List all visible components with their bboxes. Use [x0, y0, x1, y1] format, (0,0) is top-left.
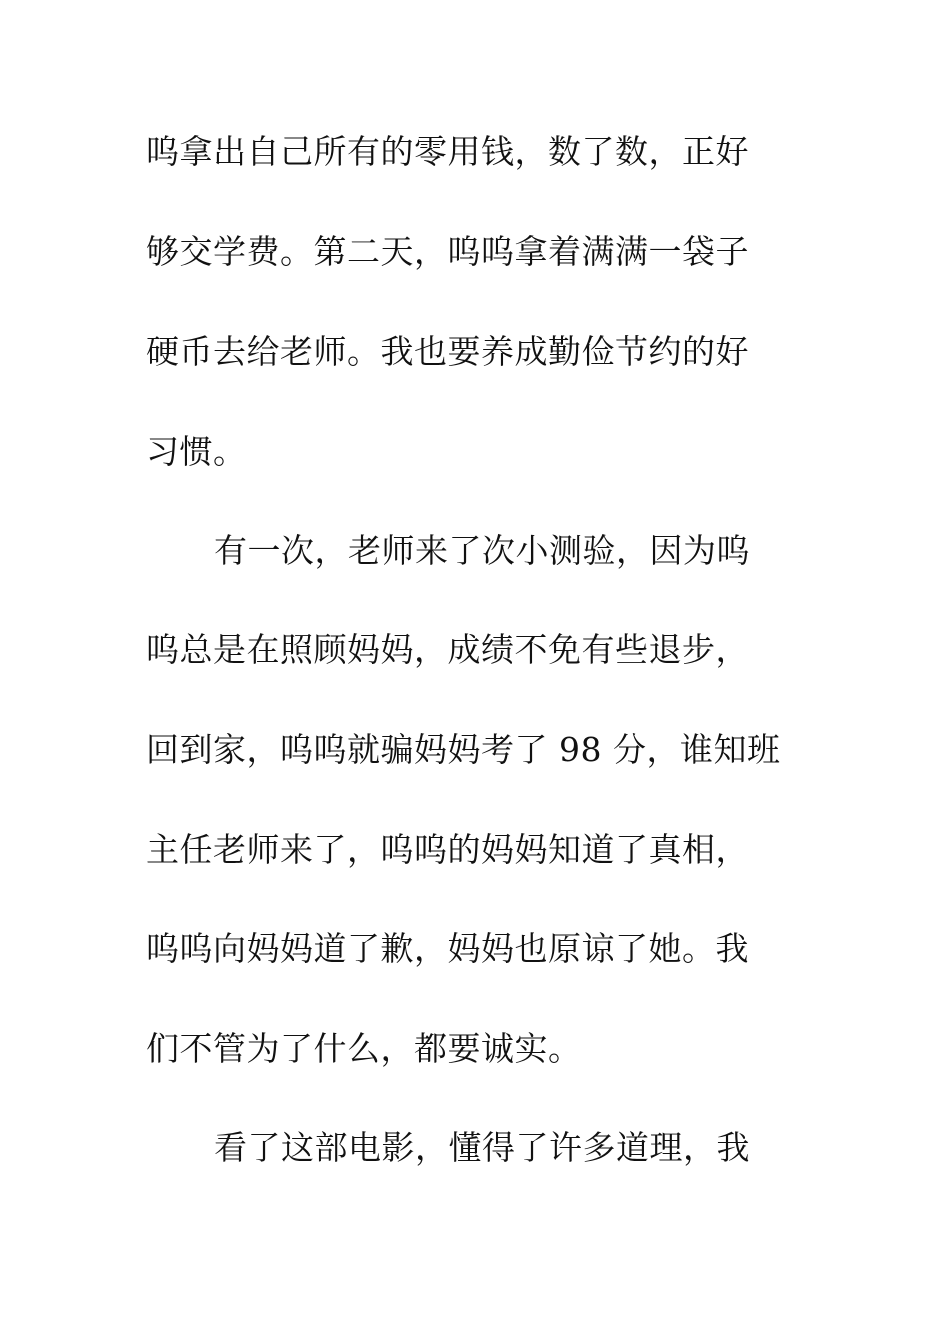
- text-line-3: 硬币去给老师。我也要养成勤俭节约的好: [146, 332, 749, 371]
- text-line-4: 习惯。: [146, 432, 247, 471]
- text-line-6: 呜总是在照顾妈妈，成绩不免有些退步，: [146, 630, 749, 669]
- paragraph-start-line-5: 有一次，老师来了次小测验，因为呜: [214, 531, 750, 570]
- text-line-9: 呜呜向妈妈道了歉，妈妈也原谅了她。我: [146, 929, 749, 968]
- text-line-8: 主任老师来了，呜呜的妈妈知道了真相，: [146, 830, 749, 869]
- text-line-7: 回到家，呜呜就骗妈妈考了 98 分，谁知班: [146, 730, 781, 769]
- text-line-2: 够交学费。第二天，呜呜拿着满满一袋子: [146, 232, 749, 271]
- paragraph-start-line-11: 看了这部电影，懂得了许多道理，我: [214, 1128, 750, 1167]
- text-line-1: 呜拿出自己所有的零用钱，数了数，正好: [146, 132, 749, 171]
- text-line-10: 们不管为了什么，都要诚实。: [146, 1029, 582, 1068]
